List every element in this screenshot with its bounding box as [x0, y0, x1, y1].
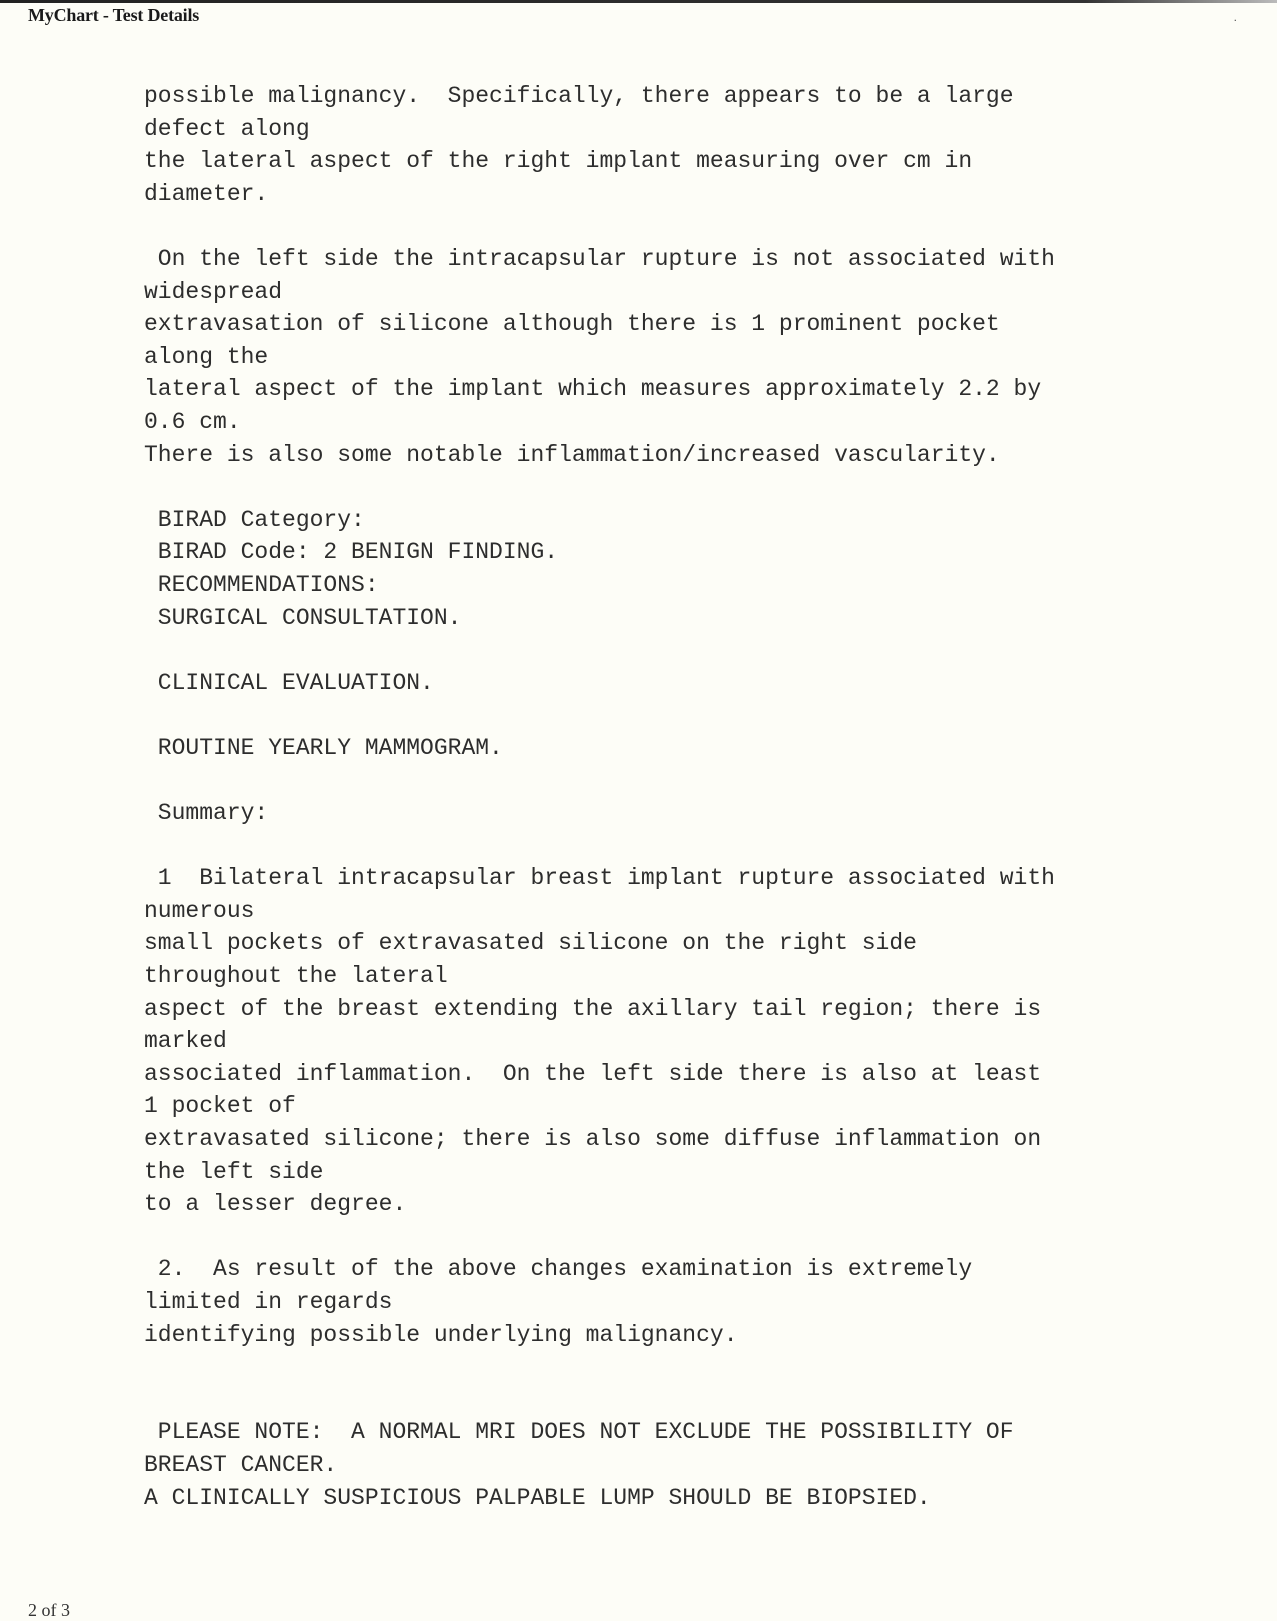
report-line: BIRAD Code: 2 BENIGN FINDING.: [144, 539, 559, 566]
report-line: identifying possible underlying malignancy.: [144, 1321, 738, 1348]
report-line: BIRAD Category:: [144, 506, 365, 533]
page-title: MyChart - Test Details: [28, 5, 200, 25]
report-line: PLEASE NOTE: A NORMAL MRI DOES NOT EXCLUDE THE POSSIBILITY OF: [144, 1419, 1014, 1446]
report-text: [144, 80, 1144, 1514]
report-line: widespread: [144, 278, 283, 305]
report-line: [144, 699, 1144, 732]
header-rule: [0, 0, 1277, 3]
report-line: extravasation of silicone although there is 1 prominent pocket: [144, 311, 1000, 338]
page-indicator: 2 of 3: [28, 1600, 70, 1620]
report-line: [144, 471, 1144, 504]
report-line: [144, 210, 1144, 243]
report-line: diameter.: [144, 180, 269, 207]
report-line: ROUTINE YEARLY MAMMOGRAM.: [144, 734, 503, 761]
report-line: aspect of the breast extending the axillary tail region; there is: [144, 995, 1042, 1022]
report-line: CLINICAL EVALUATION.: [144, 669, 434, 696]
report-line: On the left side the intracapsular rupture is not associated with: [144, 245, 1055, 272]
report-line: Summary:: [144, 800, 269, 827]
report-line: 1 pocket of: [144, 1093, 296, 1120]
report-line: 2. As result of the above changes examination is extremely: [144, 1256, 973, 1283]
report-line: along the: [144, 343, 269, 370]
report-line: [144, 1351, 1144, 1384]
report-line: defect along: [144, 115, 310, 142]
report-line: 0.6 cm.: [144, 408, 241, 435]
report-line: There is also some notable inflammation/increased vascularity.: [144, 441, 1000, 468]
report-line: [144, 1221, 1144, 1254]
report-line: lateral aspect of the implant which measures approximately 2.2 by: [144, 376, 1042, 403]
report-line: SURGICAL CONSULTATION.: [144, 604, 462, 631]
report-line: limited in regards: [144, 1288, 393, 1315]
report-line: A CLINICALLY SUSPICIOUS PALPABLE LUMP SHOULD BE BIOPSIED.: [144, 1484, 931, 1511]
corner-mark: .: [1233, 10, 1237, 24]
report-line: BREAST CANCER.: [144, 1451, 338, 1478]
report-line: associated inflammation. On the left side there is also at least: [144, 1060, 1042, 1087]
report-line: the lateral aspect of the right implant measuring over cm in: [144, 148, 973, 175]
report-line: the left side: [144, 1158, 324, 1185]
report-line: [144, 830, 1144, 863]
report-line: marked: [144, 1028, 227, 1055]
report-line: [144, 1384, 1144, 1417]
report-line: 1 Bilateral intracapsular breast implant rupture associated with: [144, 865, 1055, 892]
report-line: throughout the lateral: [144, 963, 448, 990]
report-line: [144, 634, 1144, 667]
report-line: RECOMMENDATIONS:: [144, 571, 379, 598]
report-line: possible malignancy. Specifically, there appears to be a large: [144, 83, 1014, 109]
report-line: small pockets of extravasated silicone on the right side: [144, 930, 917, 957]
report-line: numerous: [144, 897, 255, 924]
report-line: [144, 764, 1144, 797]
report-line: extravasated silicone; there is also some diffuse inflammation on: [144, 1126, 1042, 1152]
report-line: to a lesser degree.: [144, 1191, 407, 1218]
